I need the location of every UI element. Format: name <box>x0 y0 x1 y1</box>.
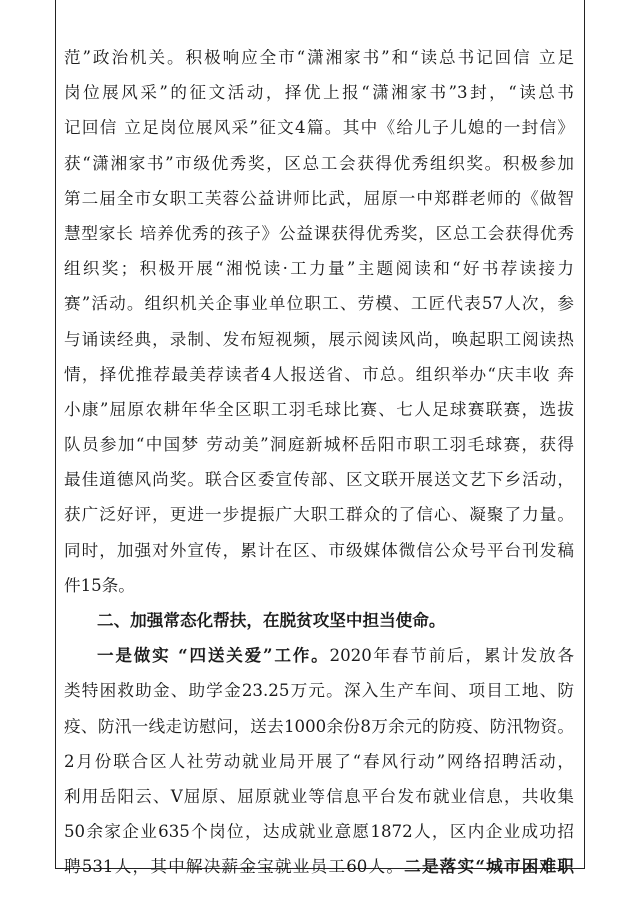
text-line: 最佳道德风尚奖。联合区委宣传部、区文联开展送文艺下乡活动， <box>64 470 574 490</box>
text-line: 利用岳阳云、V屈原、屈原就业等信息平台发布就业信息，共收集 <box>64 786 574 806</box>
text-line: 岗位展风采”的征文活动，择优上报“潇湘家书”3封，“读总书 <box>64 83 574 103</box>
text-line: 赛”活动。组织机关企事业单位职工、劳模、工匠代表57人次，参 <box>64 294 574 314</box>
bold-tail: 二是落实“城市困难职 <box>404 856 574 877</box>
text-line: 情，择优推荐最美荐读者4人报送省、市总。组织举办“庆丰收 奔 <box>64 364 574 384</box>
text-line: 与诵读经典，录制、发布短视频，展示阅读风尚，唤起职工阅读热 <box>64 329 574 349</box>
text-line: 2月份联合区人社劳动就业局开展了“春风行动”网络招聘活动， <box>64 751 574 771</box>
text-line: 同时，加强对外宣传，累计在区、市级媒体微信公众号平台刊发稿 <box>64 540 574 560</box>
text-line: 小康”屈原农耕年华全区职工羽毛球比赛、七人足球赛联赛，选拔 <box>64 399 574 419</box>
text-line: 获“潇湘家书”市级优秀奖，区总工会获得优秀组织奖。积极参加 <box>64 153 574 173</box>
text-line: 50余家企业635个岗位，达成就业意愿1872人，区内企业成功招 <box>64 822 574 842</box>
text-line: 件15条。 <box>64 575 135 595</box>
text-line: 疫、防汛一线走访慰问，送去1000余份8万余元的防疫、防汛物资。 <box>64 716 574 736</box>
text-line: 组织奖；积极开展“湘悦读·工力量”主题阅读和“好书荐读接力 <box>64 259 574 279</box>
text-line: 类特困救助金、助学金23.25万元。深入生产车间、项目工地、防 <box>64 681 574 701</box>
text-line: 第二届全市女职工芙蓉公益讲师比武，屈原一中郑群老师的《做智 <box>64 188 574 208</box>
text-line: 慧型家长 培养优秀的孩子》公益课获得优秀奖，区总工会获得优秀 <box>64 223 574 243</box>
lead-rest: 2020年春节前后，累计发放各 <box>329 646 575 666</box>
text-line: 获广泛好评，更进一步提振广大职工群众的了信心、凝聚了力量。 <box>64 505 574 525</box>
text-line: 记回信 立足岗位展风采”征文4篇。其中《给儿子儿媳的一封信》 <box>64 118 574 138</box>
section-heading: 二、加强常态化帮扶，在脱贫攻坚中担当使命。 <box>97 611 446 630</box>
text-line <box>64 849 574 884</box>
document-body <box>64 40 574 885</box>
text-line: 队员参加“中国梦 劳动美”洞庭新城杯岳阳市职工羽毛球赛，获得 <box>64 435 574 455</box>
text-line: 范”政治机关。积极响应全市“潇湘家书”和“读总书记回信 立足 <box>64 48 574 67</box>
text-line <box>64 638 574 673</box>
bold-lead: 一是做实 “四送关爱”工作。 <box>97 645 330 666</box>
last-normal: 聘531人，其中解决薪金宝就业员工60人。 <box>64 857 405 877</box>
